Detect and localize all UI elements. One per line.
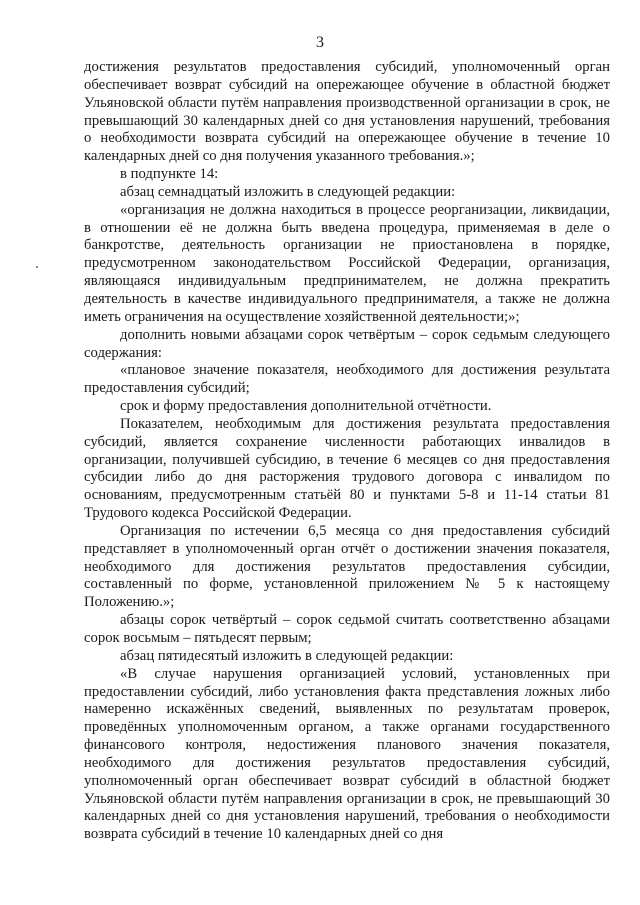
scan-speck (36, 266, 38, 268)
paragraph-indicator: Показателем, необходимым для достижения результата предоставления субсидий, является сохранение численности работающих инвалидов в организации, получившей субсидию, в течение 6 месяцев со дня предоставления субсидии либо до дня расторжения трудового договора с инвалидом по основаниям, предусмотренным статьёй 80 и пунктами 5-8 и 11-14 статьи 81 Трудового кодекса Российской Федерации. (84, 415, 610, 522)
document-body (84, 59, 610, 844)
paragraph-continuation: достижения результатов предоставления субсидий, уполномоченный орган обеспечивает возврат субсидий на опережающее обучение в областной бюджет Ульяновской области путём направления производственной организации в срок, не превышающий 30 календарных дней со дня установления нарушений, требования о необходимости возврата субсидий на опережающее обучение в течение 10 календарных дней со дня получения указанного требования.»; (84, 59, 610, 165)
page-number: 3 (316, 34, 324, 51)
paragraph-add-intro: дополнить новыми абзацами сорок четвёртым – сорок седьмым следующего содержания: (84, 326, 610, 361)
paragraph-renumber: абзацы сорок четвёртый – сорок седьмой считать соответственно абзацами сорок восьмым – пятьдесят первым; (84, 612, 610, 646)
paragraph-50-intro: абзац пятидесятый изложить в следующей редакции: (120, 647, 454, 664)
paragraph-plan-value: «плановое значение показателя, необходимого для достижения результата предоставления субсидий; (84, 362, 610, 397)
paragraph-17-intro: абзац семнадцатый изложить в следующей редакции: (120, 183, 456, 200)
paragraph-report: Организация по истечении 6,5 месяца со дня предоставления субсидий представляет в уполномоченный орган отчёт о достижении значения показателя, необходимого для достижения результатов предоставления субсидии, составленный по форме, установленной приложением № 5 к настоящему Положению.»; (84, 522, 610, 611)
paragraph-report-form: срок и форму предоставления дополнительной отчётности. (120, 398, 492, 415)
paragraph-17-text: «организация не должна находиться в процессе реорганизации, ликвидации, в отношении её не должна быть введена процедура, применяемая в деле о банкротстве, деятельность организации не приостановлена в порядке, предусмотренном законодательством Российской Федерации, организация, являющаяся индивидуальным предпринимателем, не должна прекратить деятельность в качестве индивидуального предпринимателя, а также не должна иметь ограничения на осуществление хозяйственной деятельности;»; (84, 201, 610, 325)
paragraph-subitem-14: в подпункте 14: (120, 166, 219, 183)
paragraph-50-text: «В случае нарушения организацией условий, установленных при предоставлении субсидий, либо установления факта представления ложных либо намеренно искажённых сведений, выявленных по результатам проверок, проведённых уполномоченным органом, а также органами государственного финансового контроля, недостижения планового значения показателя, необходимого для достижения результатов предоставления субсидий, уполномоченный орган обеспечивает возврат субсидий в областной бюджет Ульяновской области путём направления организации в срок, не превышающий 30 календарных дней со дня установления нарушений, требования о необходимости возврата субсидий в течение 10 календарных дней со дня (84, 665, 610, 843)
